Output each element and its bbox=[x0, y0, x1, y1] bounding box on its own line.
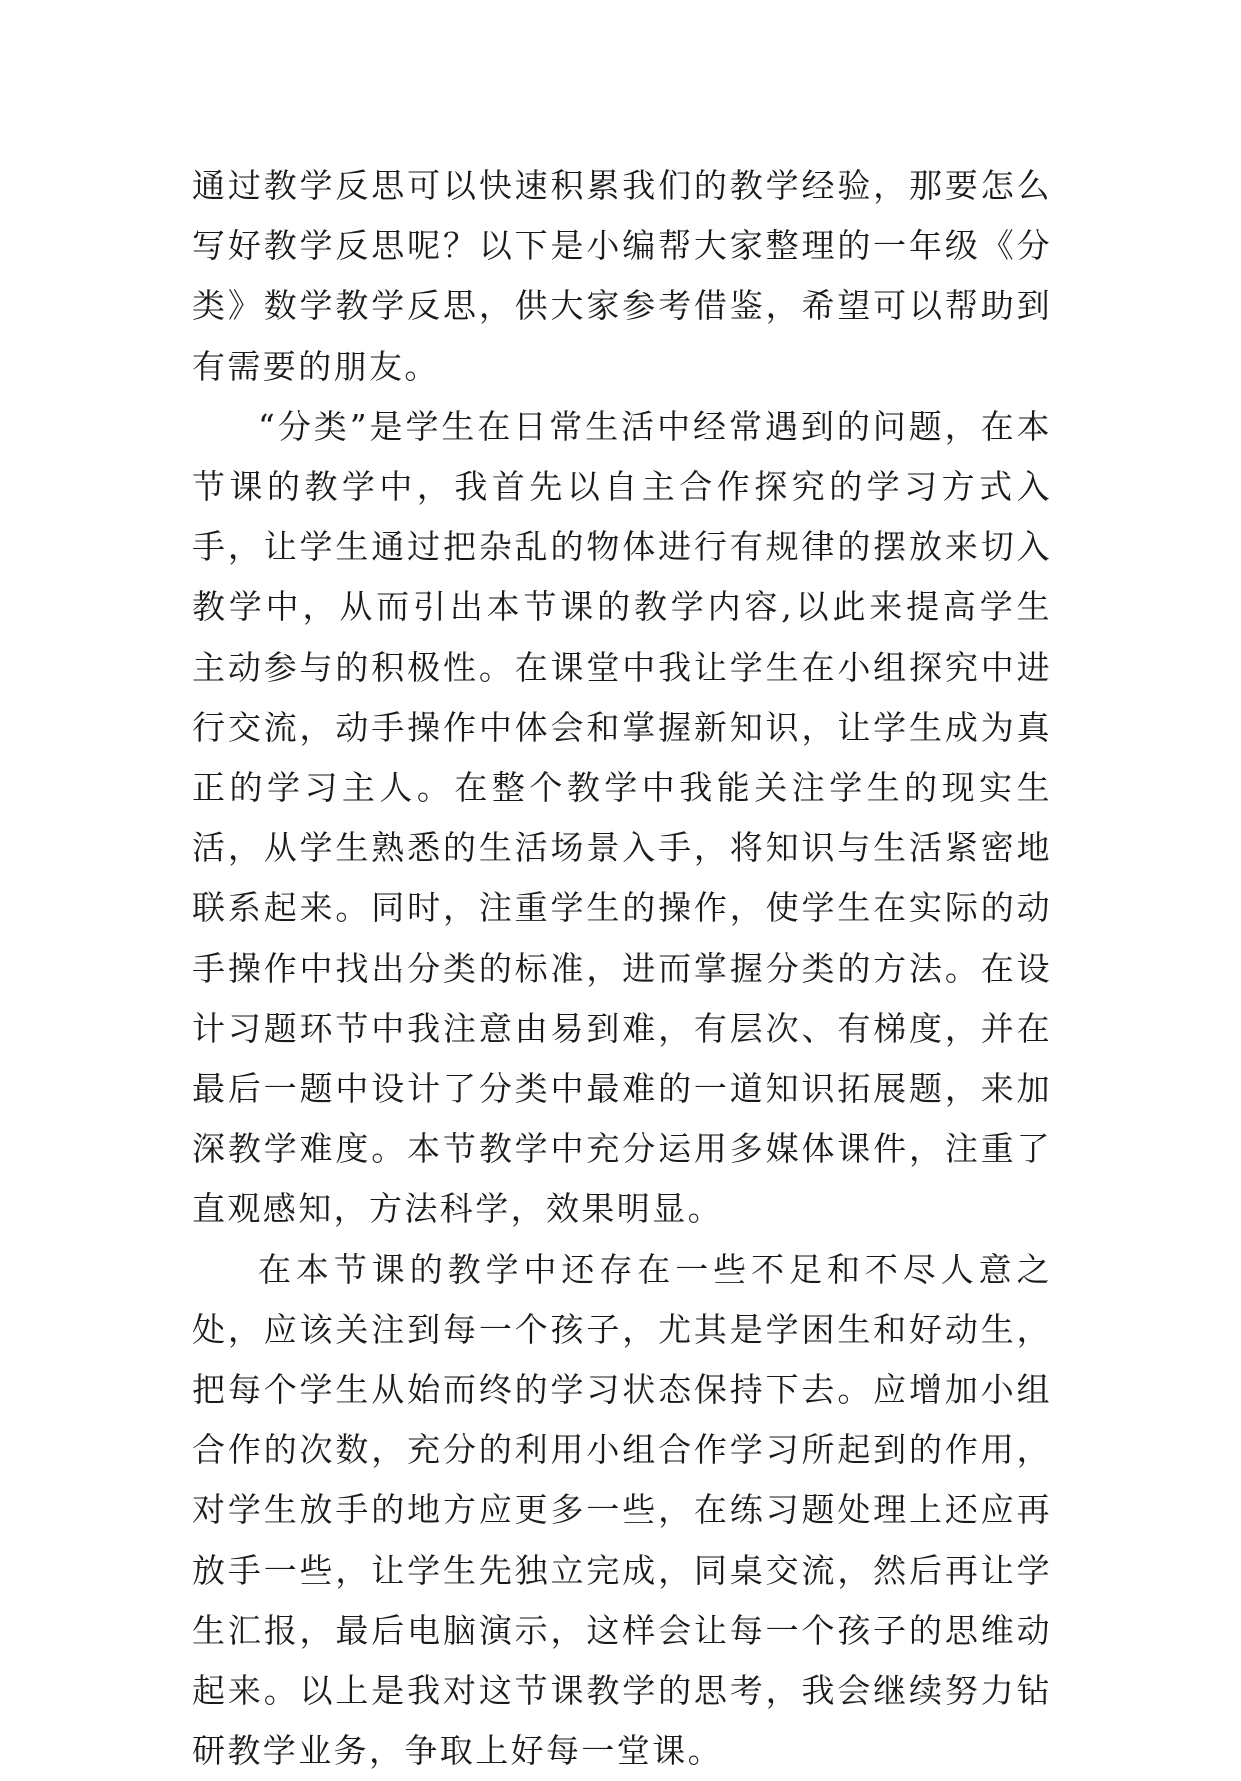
body-paragraph-classification: “分类”是学生在日常生活中经常遇到的问题，在本节课的教学中，我首先以自主合作探究的学习方式入手，让学生通过把杂乱的物体进行有规律的摆放来切入教学中，从而引出本节课的教学内容,以此来提高学生主动参与的积极性。在课堂中我让学生在小组探究中进行交流，动手操作中体会和掌握新知识，让学生成为真正的学习主人。在整个教学中我能关注学生的现实生活，从学生熟悉的生活场景入手，将知识与生活紧密地联系起来。同时，注重学生的操作，使学生在实际的动手操作中找出分类的标准，进而掌握分类的方法。在设计习题环节中我注意由易到难，有层次、有梯度，并在最后一题中设计了分类中最难的一道知识拓展题，来加深教学难度。本节教学中充分运用多媒体课件，注重了直观感知，方法科学，效果明显。 bbox=[192, 406, 1052, 1229]
document-body bbox=[192, 156, 1052, 1781]
intro-paragraph: 通过教学反思可以快速积累我们的教学经验，那要怎么写好教学反思呢？以下是小编帮大家整理的一年级《分类》数学教学反思，供大家参考借鉴，希望可以帮助到有需要的朋友。 bbox=[192, 166, 1052, 386]
body-paragraph-shortcomings: 在本节课的教学中还存在一些不足和不尽人意之处，应该关注到每一个孩子，尤其是学困生和好动生，把每个学生从始而终的学习状态保持下去。应增加小组合作的次数，充分的利用小组合作学习所起到的作用，对学生放手的地方应更多一些，在练习题处理上还应再放手一些，让学生先独立完成，同桌交流，然后再让学生汇报，最后电脑演示，这样会让每一个孩子的思维动起来。以上是我对这节课教学的思考，我会继续努力钻研教学业务，争取上好每一堂课。 bbox=[192, 1249, 1052, 1771]
